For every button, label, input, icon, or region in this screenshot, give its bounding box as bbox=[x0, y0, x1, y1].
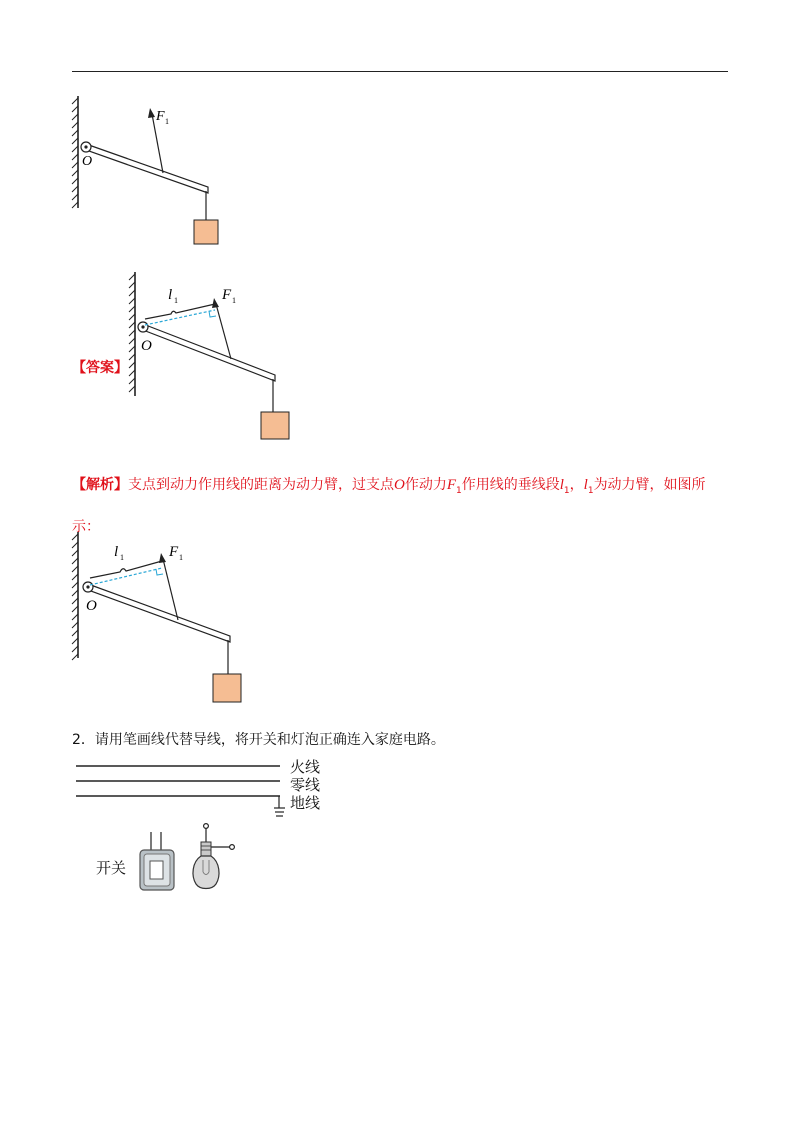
force-subscript: 1 bbox=[179, 553, 183, 562]
arm-label: l bbox=[168, 287, 173, 303]
force-subscript: 1 bbox=[232, 296, 236, 305]
arm-brace bbox=[90, 561, 162, 578]
lever-figure-1 bbox=[60, 88, 240, 258]
force-label: F bbox=[156, 109, 165, 124]
analysis-pivot: O bbox=[394, 477, 405, 493]
answer-tag: 【答案】 bbox=[72, 360, 128, 376]
weight-block bbox=[194, 220, 218, 244]
circuit-wires bbox=[72, 758, 292, 828]
analysis-force: F bbox=[446, 477, 457, 493]
force-arrow bbox=[163, 559, 178, 620]
weight-block bbox=[213, 674, 241, 702]
lever-figure-2 bbox=[115, 268, 315, 448]
arm-brace bbox=[145, 304, 215, 319]
wall-hatching bbox=[129, 274, 135, 392]
live-wire-label: 火线 bbox=[290, 758, 321, 776]
wall-hatching bbox=[72, 534, 78, 660]
analysis-text: 作动力 bbox=[404, 477, 447, 493]
lever-bar bbox=[88, 584, 230, 642]
right-angle-mark bbox=[209, 311, 216, 317]
right-angle-mark bbox=[156, 569, 163, 575]
analysis-arm-sub: 1 bbox=[563, 485, 570, 496]
bulb-icon bbox=[188, 820, 242, 896]
arm-subscript: 1 bbox=[174, 296, 178, 305]
analysis-text: ， bbox=[569, 477, 584, 493]
analysis-force-sub: 1 bbox=[456, 485, 462, 496]
wall-hatching bbox=[72, 98, 78, 208]
analysis-tag: 【解析】 bbox=[72, 477, 128, 493]
header-rule bbox=[72, 71, 728, 72]
analysis-arm-sub: 1 bbox=[587, 485, 594, 496]
arm-label: l bbox=[114, 544, 119, 560]
pivot-label: O bbox=[86, 598, 97, 614]
switch-icon bbox=[136, 830, 180, 894]
force-label: F bbox=[169, 544, 179, 560]
force-subscript: 1 bbox=[165, 117, 169, 126]
neutral-wire-label: 零线 bbox=[290, 776, 321, 794]
lever-bar bbox=[143, 324, 275, 381]
analysis-arm: l bbox=[583, 477, 588, 493]
pivot-label: O bbox=[141, 338, 152, 354]
ground-symbol bbox=[274, 796, 285, 816]
pivot-label: O bbox=[82, 154, 93, 169]
analysis-text: 支点到动力作用线的距离为动力臂，过支点 bbox=[128, 477, 394, 493]
lever-bar bbox=[86, 144, 208, 193]
switch-label: 开关 bbox=[96, 859, 127, 877]
analysis-text: 为动力臂，如图所示： bbox=[72, 477, 706, 535]
force-arrow bbox=[216, 304, 231, 359]
force-label: F bbox=[222, 287, 232, 303]
analysis-arm: l bbox=[559, 477, 564, 493]
analysis-text: 作用线的垂线段 bbox=[461, 477, 560, 493]
arm-subscript: 1 bbox=[120, 553, 124, 562]
question-2: 2．请用笔画线代替导线，将开关和灯泡正确连入家庭电路。 bbox=[72, 732, 445, 748]
ground-wire-label: 地线 bbox=[290, 794, 321, 812]
weight-block bbox=[261, 412, 289, 439]
lever-figure-3 bbox=[60, 528, 260, 708]
